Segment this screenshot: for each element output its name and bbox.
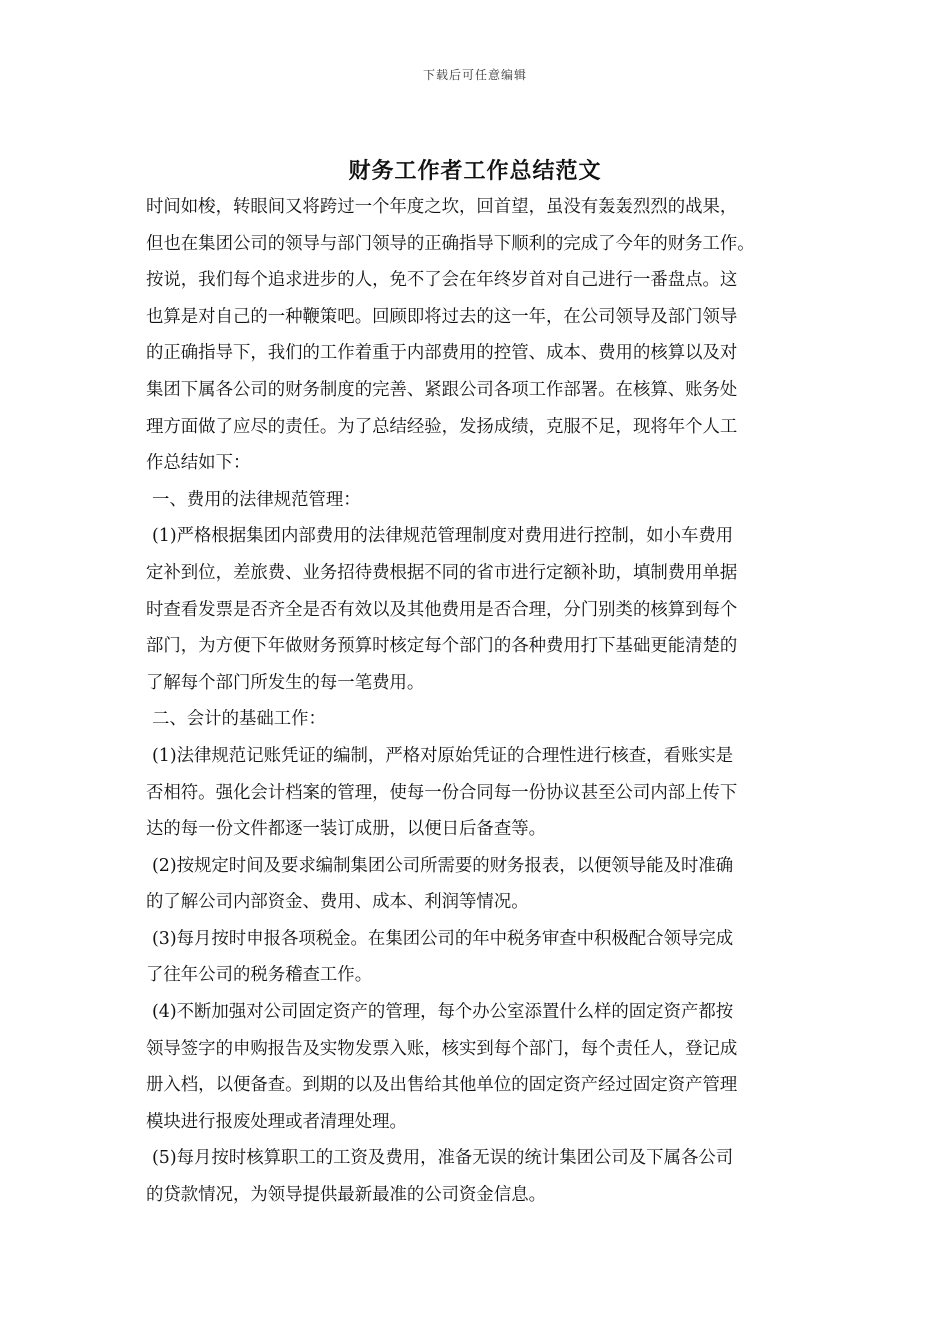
body-line: 了解每个部门所发生的每一笔费用。 — [146, 672, 425, 693]
document-title: 财务工作者工作总结范文 — [348, 159, 602, 184]
body-line: (5)每月按时核算职工的工资及费用，准备无误的统计集团公司及下属各公司 — [152, 1148, 734, 1169]
body-line: 的正确指导下，我们的工作着重于内部费用的控管、成本、费用的核算以及对 — [146, 343, 738, 364]
body-line: 时间如梭，转眼间又将跨过一个年度之坎，回首望，虽没有轰轰烈烈的战果， — [146, 197, 738, 217]
body-line: 否相符。强化会计档案的管理，使每一份合同每一份协议甚至公司内部上传下 — [146, 782, 738, 803]
body-line: (3)每月按时申报各项税金。在集团公司的年中税务审查中积极配合领导完成 — [152, 928, 734, 949]
body-line: 集团下属各公司的财务制度的完善、紧跟公司各项工作部署。在核算、账务处 — [146, 379, 738, 400]
body-line: 模块进行报废处理或者清理处理。 — [146, 1111, 407, 1132]
body-line: 的贷款情况，为领导提供最新最准的公司资金信息。 — [146, 1185, 546, 1206]
page-header-note: 下载后可任意编辑 — [422, 68, 527, 82]
body-line: (1)法律规范记账凭证的编制，严格对原始凭证的合理性进行核查，看账实是 — [152, 745, 734, 766]
body-line: 领导签字的申购报告及实物发票入账，核实到每个部门，每个责任人，登记成 — [146, 1038, 738, 1059]
body-line: 册入档，以便备查。到期的以及出售给其他单位的固定资产经过固定资产管理 — [146, 1075, 738, 1096]
document-body — [146, 189, 810, 1214]
body-line: 时查看发票是否齐全是否有效以及其他费用是否合理，分门别类的核算到每个 — [146, 599, 738, 620]
body-line: 按说，我们每个追求进步的人，免不了会在年终岁首对自己进行一番盘点。这 — [146, 270, 738, 291]
body-line: 的了解公司内部资金、费用、成本、利润等情况。 — [146, 892, 529, 913]
body-line: 一、费用的法律规范管理： — [152, 489, 361, 510]
body-line: 二、会计的基础工作： — [152, 709, 326, 730]
body-line: 但也在集团公司的领导与部门领导的正确指导下顺利的完成了今年的财务工作。 — [146, 233, 755, 254]
body-line: 理方面做了应尽的责任。为了总结经验，发扬成绩，克服不足，现将年个人工 — [146, 416, 738, 437]
body-line: 达的每一份文件都逐一装订成册，以便日后备查等。 — [146, 819, 546, 840]
body-line: (2)按规定时间及要求编制集团公司所需要的财务报表，以便领导能及时准确 — [152, 855, 734, 876]
body-line: 了往年公司的税务稽查工作。 — [146, 965, 373, 986]
body-line: 也算是对自己的一种鞭策吧。回顾即将过去的这一年，在公司领导及部门领导 — [146, 306, 738, 327]
body-line: 作总结如下： — [146, 453, 251, 474]
body-line: 部门，为方便下年做财务预算时核定每个部门的各种费用打下基础更能清楚的 — [146, 636, 738, 657]
body-line: 定补到位，差旅费、业务招待费根据不同的省市进行定额补助，填制费用单据 — [146, 562, 738, 583]
body-line: (4)不断加强对公司固定资产的管理，每个办公室添置什么样的固定资产都按 — [152, 1002, 734, 1023]
body-line: (1)严格根据集团内部费用的法律规范管理制度对费用进行控制，如小车费用 — [152, 526, 734, 547]
